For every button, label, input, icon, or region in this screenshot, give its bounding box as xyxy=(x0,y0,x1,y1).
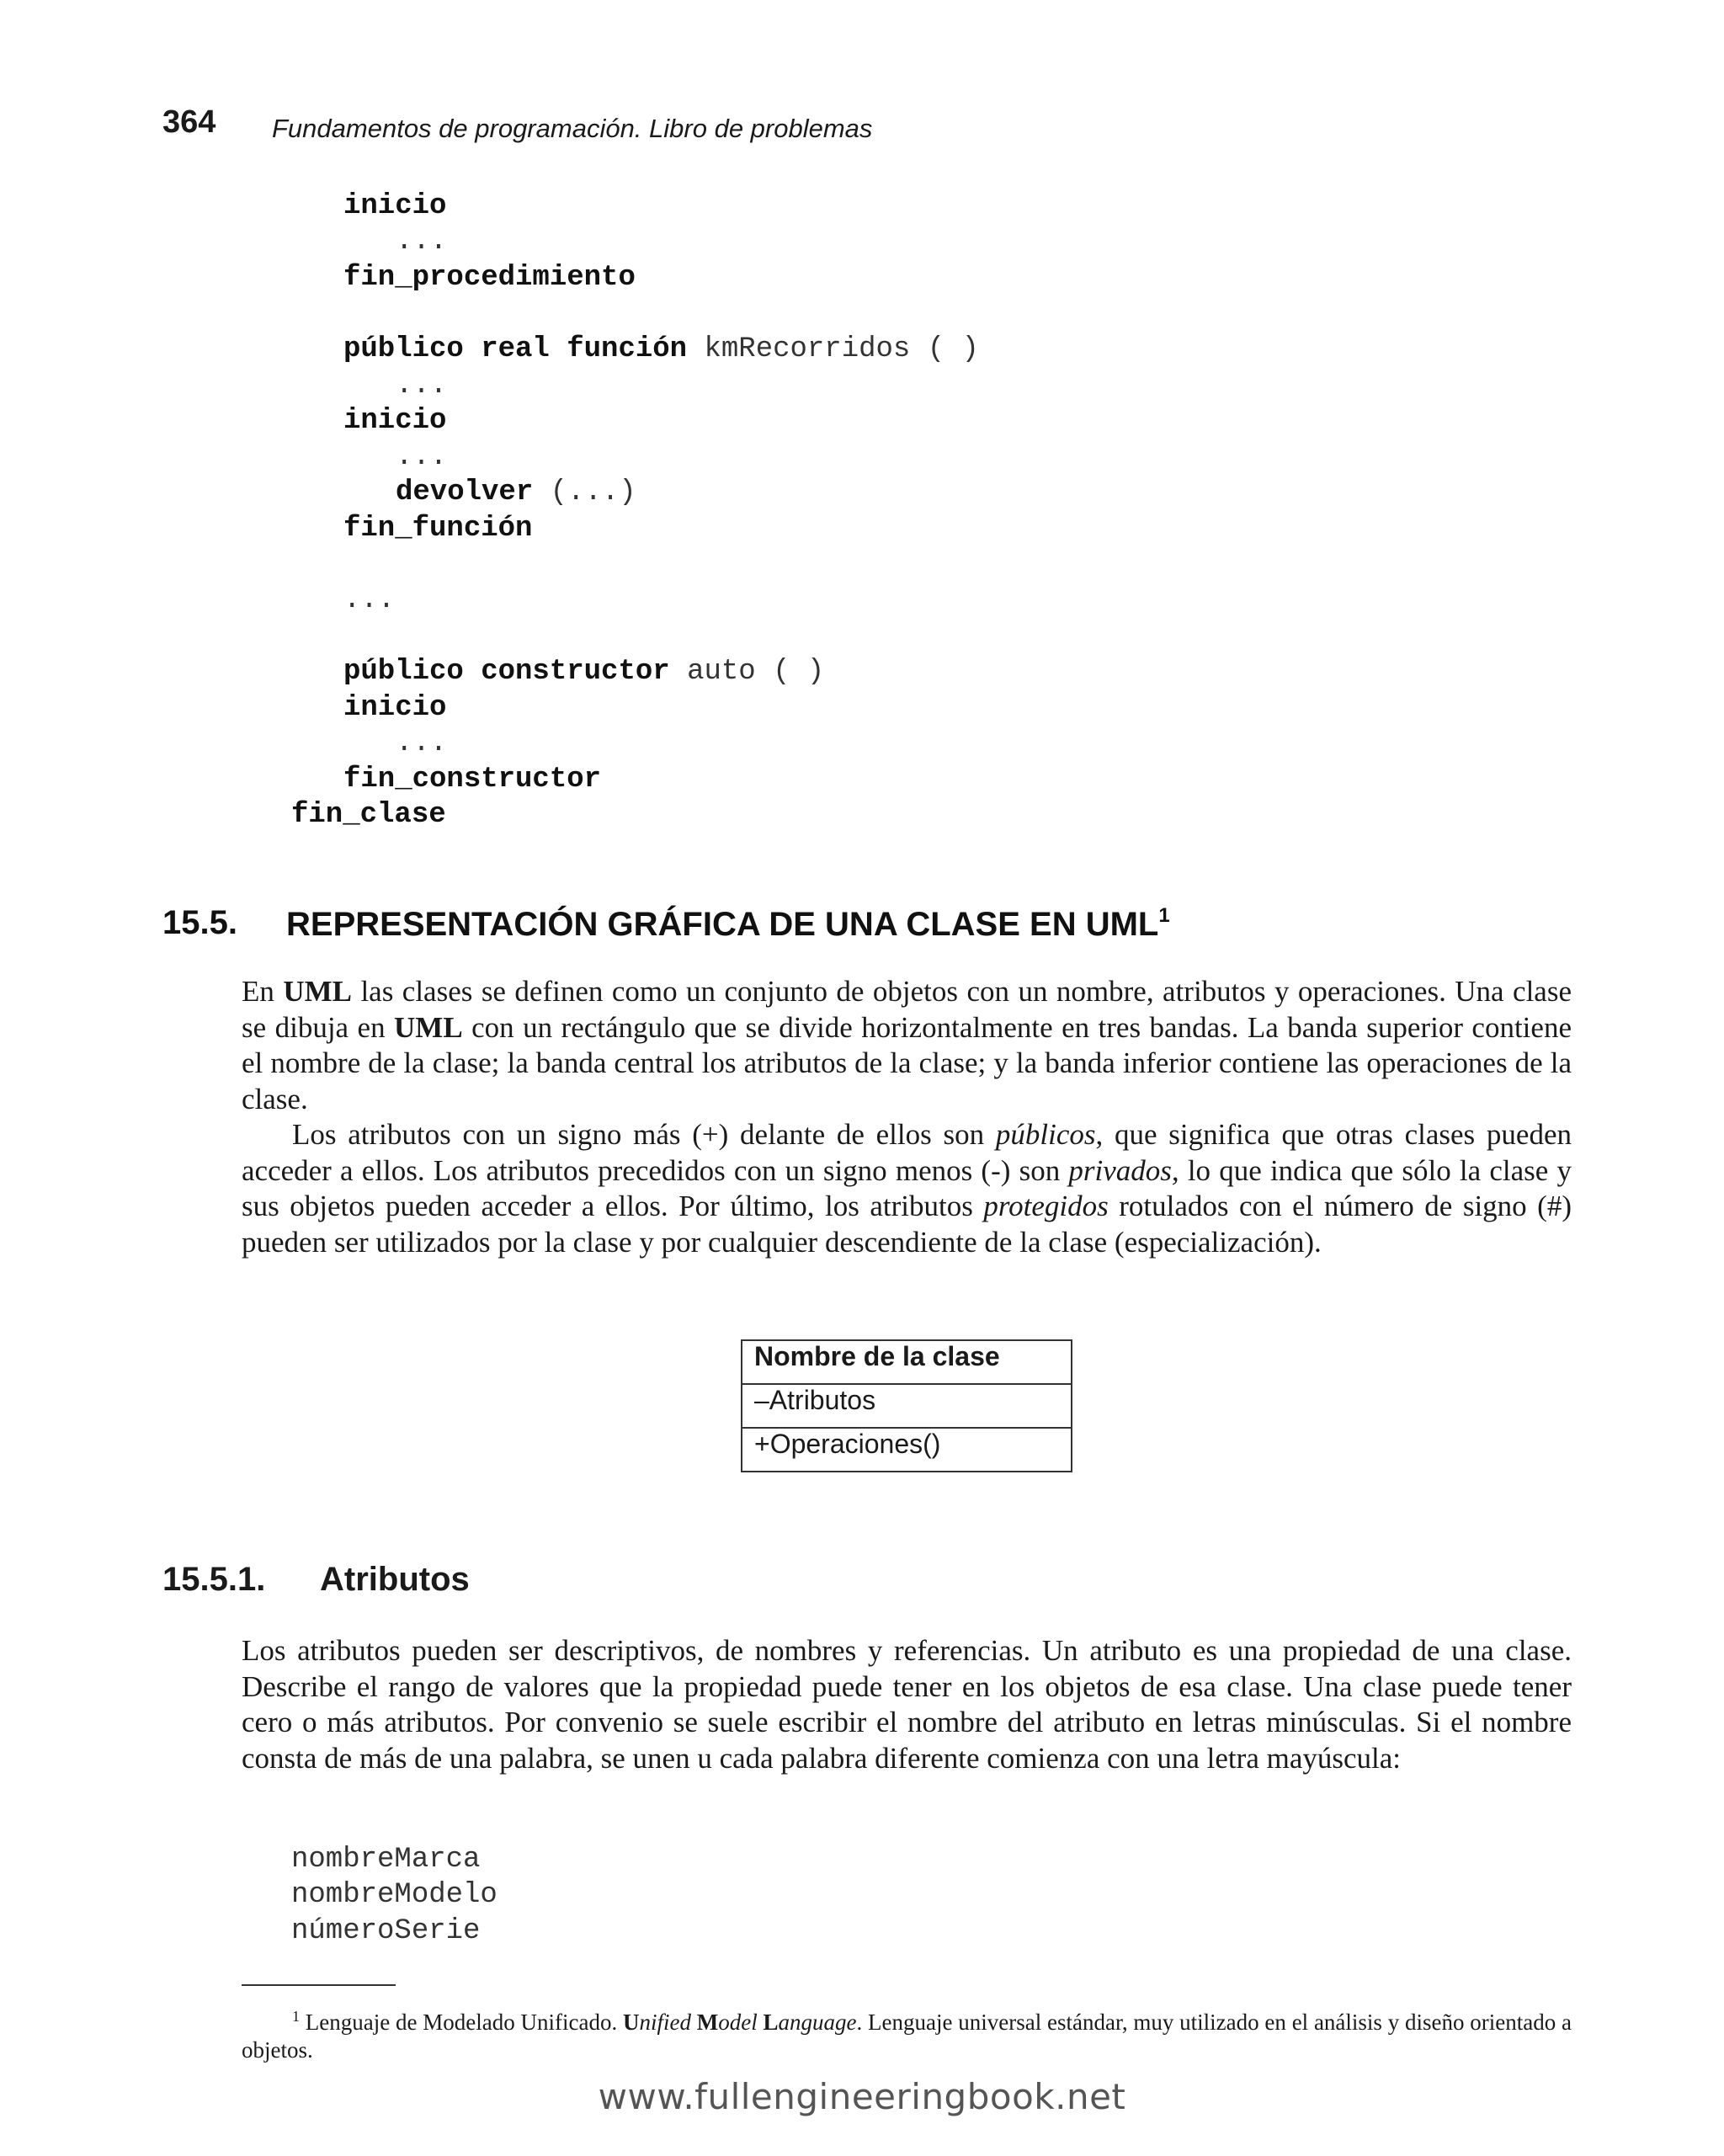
footnote-marker: 1 xyxy=(292,2008,300,2025)
code-line: ... xyxy=(343,584,396,616)
section-body xyxy=(242,974,1572,1260)
code-line: nombreMarca xyxy=(291,1844,481,1876)
code-line: devolver (...) xyxy=(396,476,636,508)
code-line: ... xyxy=(396,727,448,759)
code-line: ... xyxy=(396,441,448,473)
code-line: fin_procedimiento xyxy=(343,262,636,294)
code-line: fin_constructor xyxy=(343,764,602,796)
uml-operations: +Operaciones() xyxy=(754,1429,941,1459)
subsection-body xyxy=(242,1633,1572,1776)
page-number: 364 xyxy=(162,104,216,140)
paragraph: En UML las clases se definen como un conjunto de objetos con un nombre, atributos y operaciones. Una clase se dibuja en UML con un rectángulo que se divide horizontalmente en tres bandas. La banda superior contiene el nombre de la clase; la banda central los atributos de la clase; y la banda inferior contiene las operaciones de la clase. xyxy=(242,975,1572,1115)
paragraph: Los atributos pueden ser descriptivos, de nombres y referencias. Un atributo es una propiedad de una clase. Describe el rango de valores que la propiedad puede tener en los objetos de esa clase. Una clase puede tener cero o más atributos. Por convenio se suele escribir el nombre del atributo en letras minúsculas. Si el nombre consta de más de una palabra, se unen u cada palabra diferente comienza con una letra mayúscula: xyxy=(242,1634,1572,1775)
uml-attributes: –Atributos xyxy=(742,1385,1071,1429)
code-line: ... xyxy=(396,370,448,402)
watermark-url: www.fullengineeringbook.net xyxy=(598,2076,1126,2117)
section-heading: REPRESENTACIÓN GRÁFICA DE UNA CLASE EN UML$^1$ xyxy=(286,904,1170,943)
section-number: 15.5. xyxy=(162,904,237,941)
subsection-heading: Atributos xyxy=(320,1561,470,1598)
code-line: inicio xyxy=(343,692,447,724)
code-line: inicio xyxy=(343,190,447,222)
code-line: númeroSerie xyxy=(291,1915,481,1947)
code-line: fin_función xyxy=(343,513,533,545)
uml-class-name: Nombre de la clase xyxy=(742,1341,1071,1385)
code-line: inicio xyxy=(343,405,447,437)
footnote-ref: 1 xyxy=(1158,904,1170,927)
footnote: $^1$ Lenguaje de Modelado Unificado. Unified Model Language. Lenguaje universal estándar, muy utilizado en el análisis y diseño orientado a objetos. xyxy=(242,2008,1572,2063)
code-line: público constructor auto ( ) xyxy=(343,656,825,688)
code-line: nombreModelo xyxy=(291,1879,498,1911)
uml-class-diagram xyxy=(741,1339,1072,1472)
code-line: público real función kmRecorridos ( ) xyxy=(343,333,979,365)
footnote-divider xyxy=(242,1984,396,1986)
code-line: fin_clase xyxy=(291,799,446,831)
paragraph: Los atributos con un signo más (+) delante de ellos son públicos, que significa que otras clases pueden acceder a ellos. Los atributos precedidos con un signo menos (-) son privados, lo que indica que sólo la clase y sus objetos pueden acceder a ellos. Por último, los atributos protegidos rotulados con el número de signo (#) pueden ser utilizados por la clase y por cualquier descendiente de la clase (especialización). xyxy=(242,1118,1572,1259)
subsection-number: 15.5.1. xyxy=(162,1561,266,1598)
running-head-title: Fundamentos de programación. Libro de problemas xyxy=(272,114,873,143)
code-line: ... xyxy=(396,226,448,258)
